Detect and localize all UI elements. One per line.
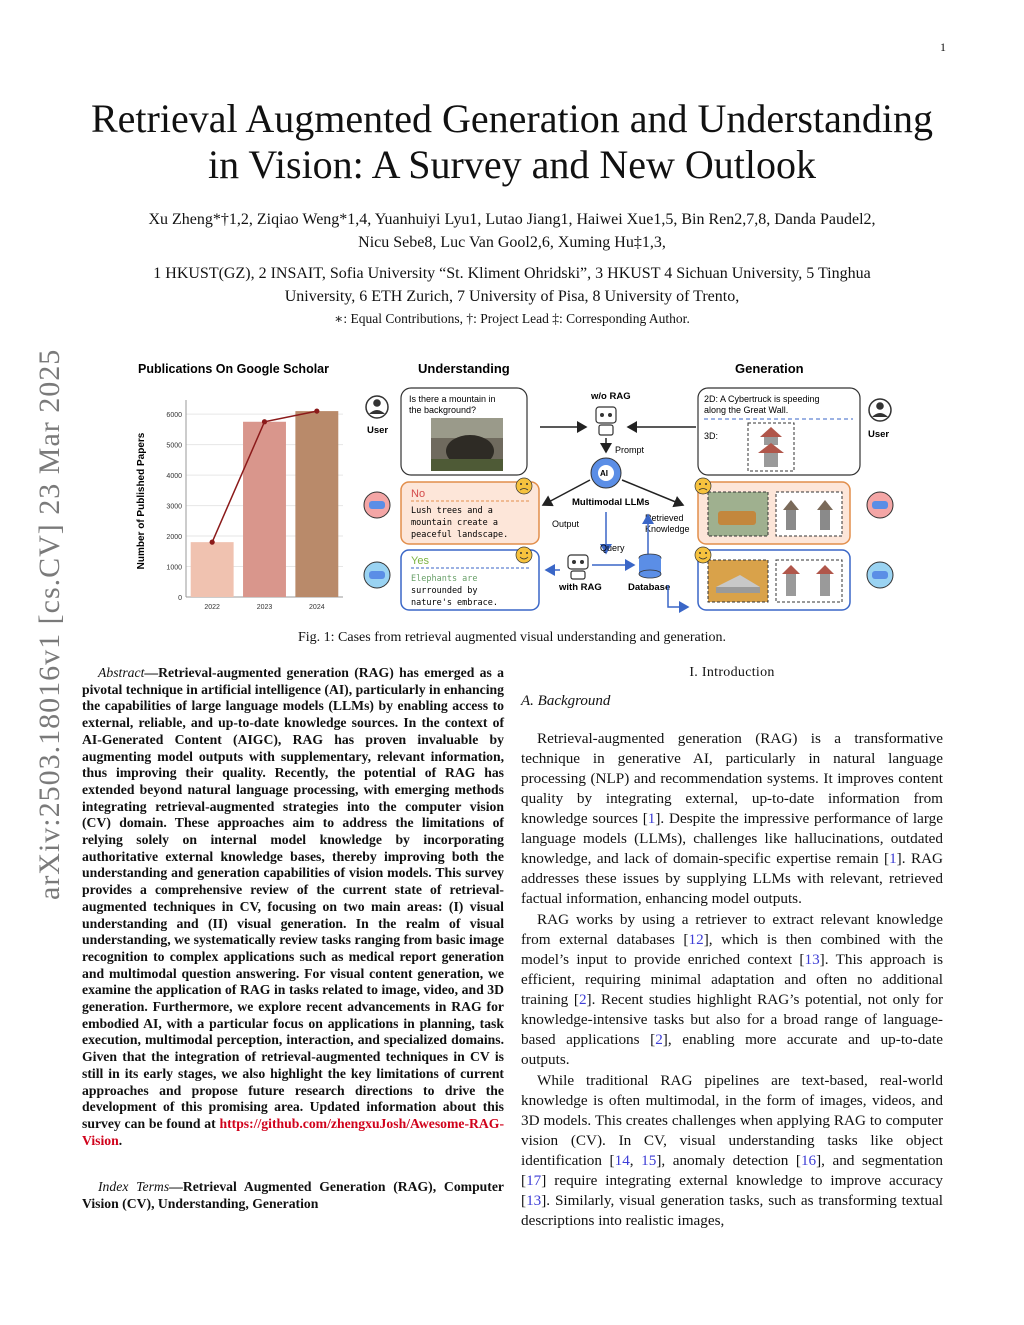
citation-link[interactable]: 1 xyxy=(889,850,897,867)
abstract-body: —Retrieval-augmented generation (RAG) has emerged as a pivotal technique in artificial intelligence (AI), particularly in enhancing the capabilities of large language models (LLMs) by enabling access to external, reliable, and up-to-date knowledge sources. In the context of AI-Generated Content (AIGC), RAG has proven invaluable by augmenting model outputs with supplementary, relevant information, thus improving their quality. Recently, the potential of RAG has extended beyond natural language processing, with emerging methods integrating retrieval-augmented strategies into the computer vision (CV) domain. These approaches aim to address the limitations of relying solely on internal model knowledge by incorporating authoritative external knowledge bases, thereby improving both the understanding and generation capabilities of vision models. This survey provides a comprehensive review of the current state of retrieval-augmented techniques in CV, focusing on two main areas: (I) visual understanding and (II) visual generation. In the realm of visual understanding, we systematically review tasks ranging from basic image recognition to complex applications such as medical report generation and multimodal question answering. For visual content generation, we examine the application of RAG in tasks related to image, video, and 3D generation. Furthermore, we explore recent advancements in RAG for embodied AI, with a particular focus on applications in planning, task execution, multimodal perception, interaction, and specialized domains. Given that the integration of retrieval-augmented techniques in CV is still in its early stages, we also highlight the key limitations of current approaches and propose future research directions to drive the development of this promising area. Updated information about this survey can be found at xyxy=(82,665,504,1131)
affiliations xyxy=(80,262,944,308)
subsection-heading: A. Background xyxy=(521,693,611,709)
y-tick-label: 4000 xyxy=(166,473,182,481)
sad-face-icon xyxy=(516,478,532,494)
happy-face-icon xyxy=(516,547,532,563)
y-tick-label: 0 xyxy=(178,595,182,602)
paragraph-1 xyxy=(521,729,943,909)
p3-text-1: While traditional RAG pipelines are text-based, real-world knowledge is often multimodal, in the form of images, videos, and 3D models. This creates challenges when applying RAG to computer vision (CV). In CV, visual understanding tasks like object identification [ xyxy=(521,1072,943,1169)
index-terms-body: —Retrieval Augmented Generation (RAG), Computer Vision (CV), Understanding, Generation xyxy=(82,1179,504,1212)
yes-answer-line-1: Elephants are xyxy=(411,574,478,584)
generation-title: Generation xyxy=(735,361,804,376)
no-answer-line-1: Lush trees and a xyxy=(411,506,493,516)
handshake-icon-right-top xyxy=(867,492,893,518)
author-list xyxy=(80,208,944,254)
user-label-left: User xyxy=(367,425,389,436)
citation-link[interactable]: 2 xyxy=(578,991,587,1008)
section-heading: I. Introduction xyxy=(689,665,775,680)
citation-link[interactable]: 12 xyxy=(688,931,704,948)
understanding-title: Understanding xyxy=(418,361,510,376)
index-terms-lead: Index Terms xyxy=(98,1179,170,1195)
wo-rag-label: w/o RAG xyxy=(591,391,631,402)
database-label: Database xyxy=(628,582,671,593)
handshake-icon-left-top xyxy=(364,492,390,518)
contribution-note: ∗: Equal Contributions, †: Project Lead ‡: Corresponding Author. xyxy=(334,311,690,326)
title-line-1: Retrieval Augmented Generation and Understanding xyxy=(91,96,933,141)
x-tick-label: 2024 xyxy=(309,604,325,611)
abstract-lead: Abstract xyxy=(98,665,145,680)
affiliations-line-1: 1 HKUST(GZ), 2 INSAIT, Sofia University “St. Kliment Ohridski”, 3 HKUST 4 Sichuan University, 5 Tinghua xyxy=(153,265,871,282)
citation-link[interactable]: 16 xyxy=(800,1152,817,1169)
index-terms xyxy=(82,1179,504,1212)
y-tick-label: 6000 xyxy=(166,412,182,420)
trend-point-2022 xyxy=(210,540,215,545)
generated-pagoda-no-rag xyxy=(776,492,842,536)
abstract xyxy=(82,665,504,1149)
gen-prompt-line-1: 2D: A Cybertruck is speeding xyxy=(704,394,820,404)
p1-text-1: Retrieval-augmented generation (RAG) is a transformative technique in generative AI, particularly in natural language processing (NLP) and recommendation systems. It improves content quality by integrating external, up-to-date information from knowledge sources [ xyxy=(521,730,943,827)
y-tick-label: 5000 xyxy=(166,442,182,450)
robot-icon-top xyxy=(596,407,616,435)
p2-text-4: ]. Recent studies highlight RAG’s potential, not only for knowledge-intensive tasks but also for a broad range of language-based applications [ xyxy=(521,991,944,1048)
citation-link[interactable]: 17 xyxy=(526,1172,542,1189)
p2-text-3: ]. This approach is efficient, requiring minimal adaptation and often no additional training [ xyxy=(521,951,943,1008)
user-icon-right xyxy=(869,399,891,421)
with-rag-label: with RAG xyxy=(559,582,602,593)
retrieved-label-2: Knowledge xyxy=(645,524,690,534)
multimodal-llms-label: Multimodal LLMs xyxy=(572,497,650,508)
pagoda-reference-image xyxy=(748,423,794,471)
p2-text-2: ], which is then combined with the model’s input to provide enriched context [ xyxy=(521,931,943,968)
p1-text-3: ]. RAG addresses these issues by supplying LLMs with relevant, retrieved factual information, enhancing model outputs. xyxy=(521,850,944,907)
arxiv-identifier: arXiv:2503.18016v1 [cs.CV] 23 Mar 2025 xyxy=(33,348,66,900)
database-icon xyxy=(639,554,661,578)
prompt-label: Prompt xyxy=(615,445,645,455)
p3-text-2: ], anomaly detection [ xyxy=(656,1152,801,1169)
bar-2022 xyxy=(191,542,234,597)
x-tick-label: 2022 xyxy=(204,604,220,611)
p3-text-5: ]. Similarly, visual generation tasks, such as transforming textual descriptions into realistic images, xyxy=(521,1192,943,1229)
chart-title: Publications On Google Scholar xyxy=(138,362,329,376)
paragraph-3 xyxy=(521,1071,943,1231)
abstract-end: . xyxy=(118,1132,123,1148)
p3-text-4: ] require integrating external knowledge to improve accuracy [ xyxy=(521,1172,943,1209)
citation-link[interactable]: 14 xyxy=(614,1152,630,1169)
output-label: Output xyxy=(552,519,580,529)
bar-chart xyxy=(136,400,343,611)
bar-2024 xyxy=(295,411,338,597)
right-column xyxy=(521,665,943,1232)
citation-link[interactable]: 2 xyxy=(655,1031,663,1048)
query-photo xyxy=(431,418,503,471)
y-tick-label: 2000 xyxy=(166,534,182,542)
question-line-2: the background? xyxy=(409,405,477,415)
ai-label: AI xyxy=(600,469,608,478)
left-column xyxy=(82,665,504,1213)
title-line-2: in Vision: A Survey and New Outlook xyxy=(208,142,816,187)
query-label: Query xyxy=(600,543,625,553)
handshake-icon-left-bottom xyxy=(364,562,390,588)
user-icon xyxy=(366,396,388,418)
figure-1 xyxy=(128,355,943,627)
paragraph-2 xyxy=(521,910,943,1070)
y-tick-label: 3000 xyxy=(166,503,182,511)
y-tick-label: 1000 xyxy=(166,564,182,572)
authors-line-1: Xu Zheng*†1,2, Ziqiao Weng*1,4, Yuanhuiyi Lyu1, Lutao Jiang1, Haiwei Xue1,5, Bin Ren2,7,8, Danda Paudel2, xyxy=(148,211,876,228)
gen-3d-label: 3D: xyxy=(704,431,719,441)
p2-text-5: ], enabling more accurate and up-to-date outputs. xyxy=(521,1031,943,1068)
bar-2023 xyxy=(243,422,286,597)
yes-answer-line-2: surrounded by xyxy=(411,586,478,596)
sad-face-icon-right xyxy=(695,478,711,494)
gen-prompt-line-2: along the Great Wall. xyxy=(704,405,789,415)
figure-caption: Fig. 1: Cases from retrieval augmented visual understanding and generation. xyxy=(297,630,727,645)
question-line-1: Is there a mountain in xyxy=(409,394,496,404)
p1-text-2: ]. Despite the impressive performance of large language models (LLMs), challenges like hallucinations, outdated knowledge, and lack of domain-specific expertise remain [ xyxy=(521,810,944,867)
generated-cybertruck-image xyxy=(708,560,768,602)
citation-link[interactable]: 15 xyxy=(641,1152,657,1169)
happy-face-icon-right xyxy=(695,547,711,563)
p3-text-3: ], and segmentation [ xyxy=(521,1152,944,1189)
retrieved-label-1: Retrieved xyxy=(645,513,684,523)
user-label-right: User xyxy=(868,429,890,440)
handshake-icon-right-bottom xyxy=(867,562,893,588)
citation-link[interactable]: 13 xyxy=(804,951,820,968)
citation-link[interactable]: 1 xyxy=(647,810,656,827)
authors-line-2: Nicu Sebe8, Luc Van Gool2,6, Xuming Hu‡1,3, xyxy=(358,234,666,251)
citation-link[interactable]: 13 xyxy=(526,1192,542,1209)
generated-pagoda-rag xyxy=(776,560,842,602)
p3-sep: , xyxy=(629,1152,642,1169)
trend-point-2024 xyxy=(314,408,319,413)
affiliations-line-2: University, 6 ETH Zurich, 7 University of Pisa, 8 University of Trento, xyxy=(284,288,740,305)
github-link[interactable]: https://github.com/zhengxuJosh/Awesome-RAG-Vision xyxy=(82,1115,504,1148)
yes-label: Yes xyxy=(411,555,429,567)
y-axis-label: Number of Published Papers xyxy=(136,432,147,570)
robot-icon-bottom xyxy=(568,555,588,579)
no-answer-line-3: peaceful landscape. xyxy=(411,530,509,540)
figure-1-svg xyxy=(128,355,943,627)
trend-point-2023 xyxy=(262,419,267,424)
page-number: 1 xyxy=(940,40,946,54)
generated-car-image-no-rag xyxy=(708,492,768,536)
yes-answer-line-3: nature's embrace. xyxy=(411,598,498,608)
x-tick-label: 2023 xyxy=(256,604,273,611)
no-label: No xyxy=(411,488,426,500)
no-answer-line-2: mountain create a xyxy=(411,518,498,528)
p2-text-1: RAG works by using a retriever to extract relevant knowledge from external databases [ xyxy=(521,911,943,948)
paper-title xyxy=(80,96,944,188)
